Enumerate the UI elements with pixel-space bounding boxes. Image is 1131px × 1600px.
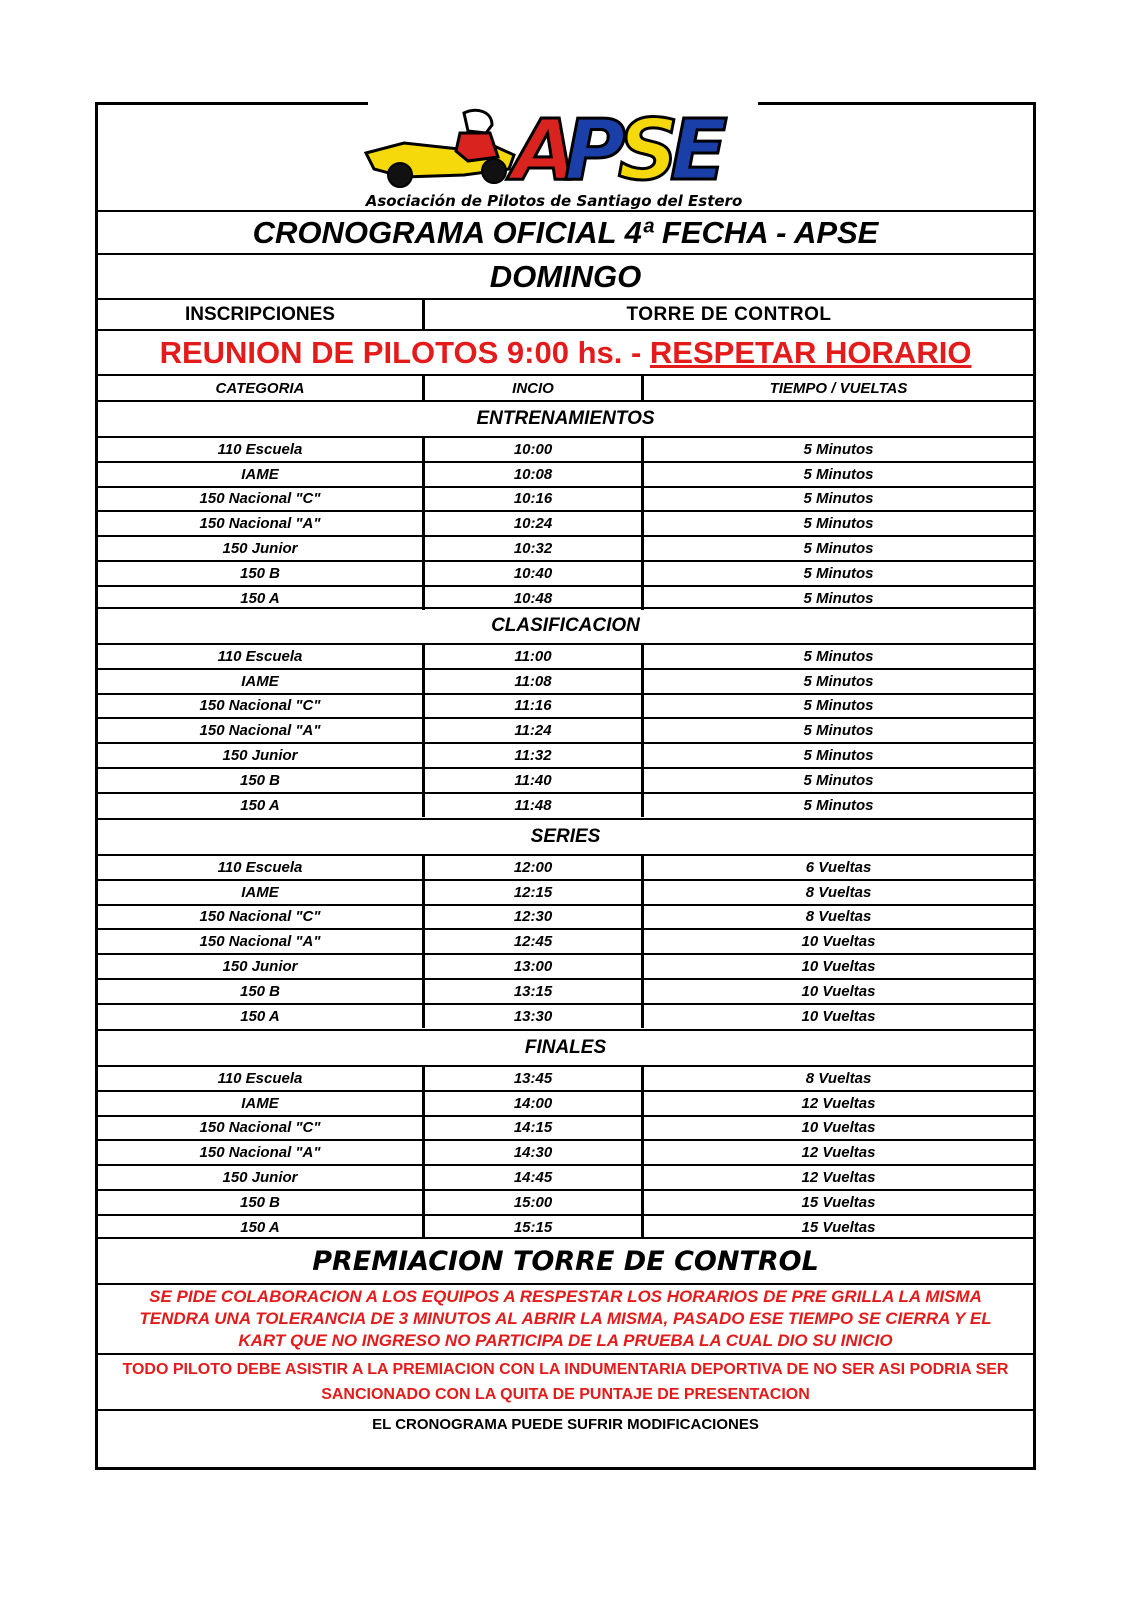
table-row: [98, 585, 1033, 610]
table-row: [98, 1065, 1033, 1090]
cell-tiempo: 5 Minutos: [803, 440, 874, 458]
cell-categoria: 150 A: [98, 794, 425, 817]
cell-inicio: 10:40: [425, 562, 644, 585]
section-heading: [98, 818, 1033, 854]
logo-caption: Asociación de Pilotos de Santiago del Estero: [365, 192, 743, 210]
section-heading-text: ENTRENAMIENTOS: [476, 408, 655, 429]
cell-categoria: IAME: [98, 1092, 425, 1115]
cell-inicio: 14:15: [425, 1117, 644, 1140]
logo-letter-p: P: [564, 105, 626, 199]
apse-letters: [506, 105, 727, 199]
pregrilla-notice: [98, 1283, 1033, 1353]
cell-categoria: 150 Nacional "C": [98, 906, 425, 929]
cell-inicio: 14:45: [425, 1166, 644, 1189]
cell-tiempo: 15 Vueltas: [801, 1193, 876, 1211]
cell-categoria: 150 Nacional "C": [98, 695, 425, 718]
column-header-tiempo: TIEMPO / VUELTAS: [769, 379, 908, 397]
cell-categoria: 110 Escuela: [98, 645, 425, 668]
page-title-text: CRONOGRAMA OFICIAL 4ª FECHA - APSE: [252, 214, 879, 250]
table-row: [98, 486, 1033, 511]
table-row: [98, 510, 1033, 535]
table-row: [98, 643, 1033, 668]
cell-inicio: 15:00: [425, 1191, 644, 1214]
cell-inicio: 10:08: [425, 463, 644, 486]
table-row: [98, 978, 1033, 1003]
table-row: [98, 1214, 1033, 1239]
column-header-row: [98, 374, 1033, 400]
column-header-categoria: CATEGORIA: [98, 376, 425, 400]
cell-tiempo: 12 Vueltas: [801, 1094, 876, 1112]
cell-inicio: 10:16: [425, 488, 644, 511]
cell-categoria: 150 Junior: [98, 537, 425, 560]
cell-tiempo: 5 Minutos: [803, 672, 874, 690]
cell-categoria: 150 Junior: [98, 1166, 425, 1189]
cell-tiempo: 8 Vueltas: [805, 883, 872, 901]
pregrilla-notice-line: KART QUE NO INGRESO NO PARTICIPA DE LA PRUEBA LA CUAL DIO SU INICIO: [238, 1331, 893, 1350]
day-heading-text: DOMINGO: [489, 258, 642, 294]
cell-tiempo: 5 Minutos: [803, 515, 874, 533]
cell-categoria: 110 Escuela: [98, 438, 425, 461]
cell-tiempo: 10 Vueltas: [801, 982, 876, 1000]
cell-tiempo: 5 Minutos: [803, 747, 874, 765]
table-row: [98, 535, 1033, 560]
cell-tiempo: 12 Vueltas: [801, 1169, 876, 1187]
cell-categoria: 150 Nacional "A": [98, 512, 425, 535]
cell-tiempo: 5 Minutos: [803, 564, 874, 582]
cell-categoria: 150 Nacional "A": [98, 1141, 425, 1164]
cell-inicio: 11:40: [425, 769, 644, 792]
cell-categoria: IAME: [98, 670, 425, 693]
kart-icon: [366, 110, 514, 187]
inscripciones-label: INSCRIPCIONES: [98, 300, 425, 329]
cell-inicio: 13:00: [425, 955, 644, 978]
cell-inicio: 11:16: [425, 695, 644, 718]
cell-categoria: 150 Nacional "A": [98, 930, 425, 953]
cell-inicio: 14:30: [425, 1141, 644, 1164]
cell-tiempo: 5 Minutos: [803, 589, 874, 607]
table-row: [98, 693, 1033, 718]
cell-inicio: 13:30: [425, 1005, 644, 1028]
cell-categoria: 150 B: [98, 980, 425, 1003]
reunion-emphasis: RESPETAR HORARIO: [649, 334, 972, 370]
cell-inicio: 11:32: [425, 744, 644, 767]
table-row: [98, 1115, 1033, 1140]
cell-categoria: 110 Escuela: [98, 856, 425, 879]
schedule-frame: [95, 102, 1036, 1470]
table-row: [98, 560, 1033, 585]
cell-tiempo: 5 Minutos: [803, 697, 874, 715]
cell-categoria: 150 A: [98, 587, 425, 610]
cell-tiempo: 8 Vueltas: [805, 1069, 872, 1087]
cell-inicio: 12:30: [425, 906, 644, 929]
cell-categoria: 150 B: [98, 1191, 425, 1214]
cell-categoria: 150 A: [98, 1005, 425, 1028]
cell-tiempo: 10 Vueltas: [801, 958, 876, 976]
cell-tiempo: 5 Minutos: [803, 796, 874, 814]
cell-tiempo: 10 Vueltas: [801, 933, 876, 951]
premiacion-heading: [98, 1237, 1033, 1283]
page-title: [98, 210, 1033, 253]
cell-tiempo: 5 Minutos: [803, 722, 874, 740]
logo-letter-s: S: [618, 105, 679, 199]
pregrilla-notice-line: TENDRA UNA TOLERANCIA DE 3 MINUTOS AL ABRIR LA MISMA, PASADO ESE TIEMPO SE CIERRA Y EL: [139, 1309, 992, 1328]
cell-inicio: 10:24: [425, 512, 644, 535]
cell-inicio: 10:00: [425, 438, 644, 461]
premiacion-notice: [98, 1353, 1033, 1409]
table-row: [98, 668, 1033, 693]
table-row: [98, 436, 1033, 461]
table-row: [98, 1139, 1033, 1164]
torre-label: TORRE DE CONTROL: [626, 303, 832, 325]
logo-letter-a: A: [512, 105, 578, 199]
footer-note-text: EL CRONOGRAMA PUEDE SUFRIR MODIFICACIONES: [372, 1415, 759, 1433]
reunion-prefix: REUNION DE PILOTOS 9:00 hs. -: [159, 334, 650, 370]
cell-tiempo: 5 Minutos: [803, 771, 874, 789]
cell-inicio: 11:08: [425, 670, 644, 693]
premiacion-notice-line: SANCIONADO CON LA QUITA DE PUNTAJE DE PRESENTACION: [321, 1386, 810, 1403]
cell-inicio: 11:24: [425, 719, 644, 742]
cell-inicio: 13:15: [425, 980, 644, 1003]
table-row: [98, 461, 1033, 486]
cell-tiempo: 6 Vueltas: [805, 858, 872, 876]
premiacion-notice-line: TODO PILOTO DEBE ASISTIR A LA PREMIACION CON LA INDUMENTARIA DEPORTIVA DE NO SER ASI PODRIA SER: [122, 1361, 1009, 1378]
pregrilla-notice-line: SE PIDE COLABORACION A LOS EQUIPOS A RESPESTAR LOS HORARIOS DE PRE GRILLA LA MISMA: [149, 1287, 982, 1306]
cell-tiempo: 10 Vueltas: [801, 1007, 876, 1025]
table-row: [98, 1189, 1033, 1214]
cell-inicio: 12:15: [425, 881, 644, 904]
section-heading-text: CLASIFICACION: [491, 615, 640, 636]
logo-band: [98, 105, 1033, 216]
table-row: [98, 717, 1033, 742]
cell-tiempo: 10 Vueltas: [801, 1119, 876, 1137]
table-row: [98, 953, 1033, 978]
table-row: [98, 854, 1033, 879]
cell-categoria: 110 Escuela: [98, 1067, 425, 1090]
footer-note: [98, 1409, 1033, 1437]
cell-categoria: 150 B: [98, 562, 425, 585]
cell-tiempo: 5 Minutos: [803, 647, 874, 665]
cell-inicio: 11:48: [425, 794, 644, 817]
table-row: [98, 742, 1033, 767]
cell-inicio: 10:32: [425, 537, 644, 560]
cell-categoria: IAME: [98, 881, 425, 904]
cell-categoria: 150 A: [98, 1216, 425, 1239]
cell-inicio: 12:00: [425, 856, 644, 879]
cell-tiempo: 12 Vueltas: [801, 1144, 876, 1162]
cell-tiempo: 5 Minutos: [803, 490, 874, 508]
cell-categoria: IAME: [98, 463, 425, 486]
cell-categoria: 150 Junior: [98, 955, 425, 978]
column-header-inicio: INCIO: [425, 376, 644, 400]
cell-inicio: 13:45: [425, 1067, 644, 1090]
table-row: [98, 792, 1033, 817]
cell-tiempo: 5 Minutos: [803, 465, 874, 483]
cell-tiempo: 15 Vueltas: [801, 1218, 876, 1236]
cell-tiempo: 8 Vueltas: [805, 908, 872, 926]
cell-inicio: 10:48: [425, 587, 644, 610]
cell-categoria: 150 Nacional "C": [98, 488, 425, 511]
cell-tiempo: 5 Minutos: [803, 540, 874, 558]
day-heading: [98, 253, 1033, 298]
table-row: [98, 1164, 1033, 1189]
cell-categoria: 150 Junior: [98, 744, 425, 767]
cell-inicio: 12:45: [425, 930, 644, 953]
cell-inicio: 15:15: [425, 1216, 644, 1239]
cell-inicio: 11:00: [425, 645, 644, 668]
table-row: [98, 767, 1033, 792]
logo-letter-e: E: [670, 105, 728, 199]
cell-categoria: 150 B: [98, 769, 425, 792]
table-row: [98, 1003, 1033, 1028]
section-heading-text: SERIES: [530, 826, 601, 847]
section-heading-text: FINALES: [524, 1037, 607, 1058]
premiacion-text: PREMIACION TORRE DE CONTROL: [312, 1245, 819, 1277]
reunion-banner: [98, 329, 1033, 374]
apse-logo: [364, 105, 744, 213]
table-row: [98, 928, 1033, 953]
section-heading: [98, 400, 1033, 436]
table-row: [98, 879, 1033, 904]
section-heading: [98, 607, 1033, 643]
section-heading: [98, 1029, 1033, 1065]
cell-categoria: 150 Nacional "A": [98, 719, 425, 742]
cell-inicio: 14:00: [425, 1092, 644, 1115]
table-row: [98, 1090, 1033, 1115]
inscripciones-row: [98, 298, 1033, 329]
table-row: [98, 904, 1033, 929]
cell-categoria: 150 Nacional "C": [98, 1117, 425, 1140]
